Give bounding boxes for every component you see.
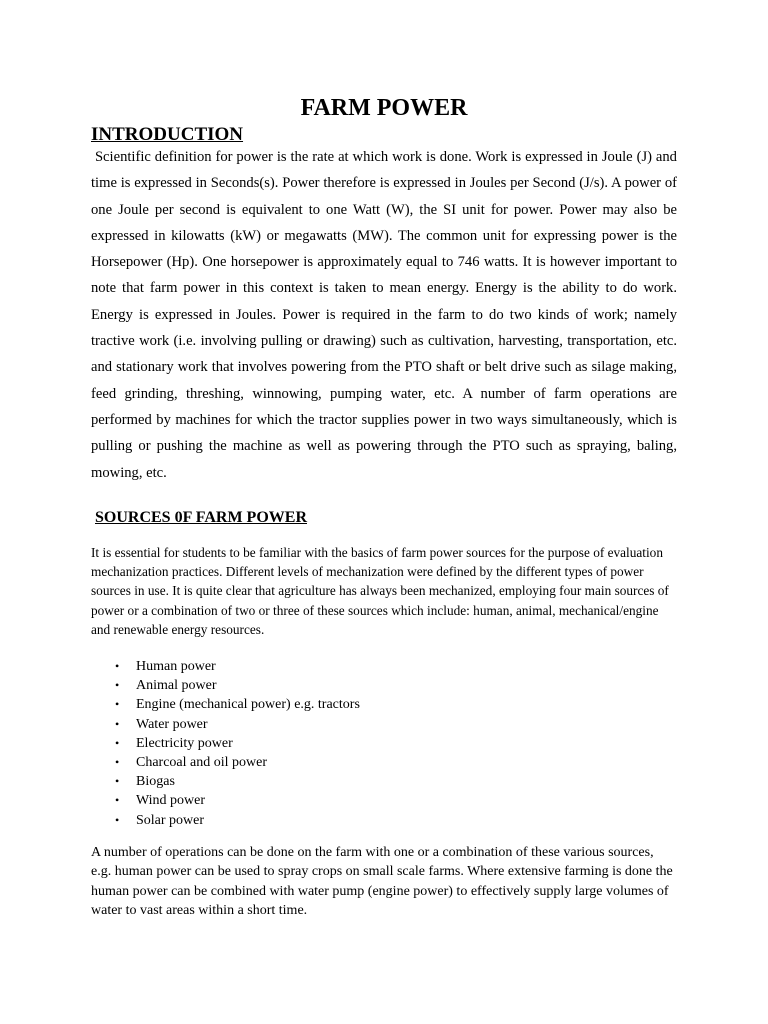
list-item-label: Human power (136, 659, 216, 674)
list-item (91, 791, 591, 810)
list-item (91, 676, 591, 695)
list-item-label: Electricity power (136, 735, 233, 751)
power-sources-list (91, 657, 591, 830)
list-item (91, 772, 591, 791)
list-item (91, 657, 591, 676)
list-item-label: Biogas (136, 774, 175, 790)
bullet-icon: • (115, 755, 120, 770)
list-item-label: Solar power (136, 812, 205, 828)
list-item (91, 753, 591, 772)
list-item-label: Water power (136, 716, 208, 732)
introduction-paragraph (91, 144, 677, 486)
page-title: FARM POWER (300, 95, 468, 121)
bullet-icon: • (115, 793, 120, 808)
introduction-text: Scientific definition for power is the rate at which work is done. Work is expressed in Joule (J) and time is expressed in Seconds(s). Power therefore is expressed in Joules per Second (J/s). A power of one Joule per second is equivalent to one Watt (W), the SI unit for power. Power may also be expressed in kilowatts (kW) or megawatts (MW). The common unit for expressing power is the Horsepower (Hp). One horsepower is approximately equal to 746 watts. It is however important to note that farm power in this context is taken to mean energy. Energy is the ability to do work. Energy is expressed in Joules. Power is required in the farm to do two kinds of work; namely tractive work (i.e. involving pulling or drawing) such as cultivation, harvesting, transportation, etc. and stationary work that involves powering from the PTO shaft or belt drive such as silage making, feed grinding, threshing, winnowing, pumping water, etc. A number of farm operations are performed by machines for which the tractor supplies power in two ways simultaneously, which is pulling or pushing the machine as well as powering through the PTO such as spraying, baling, mowing, etc. (91, 149, 677, 481)
list-item-label: Wind power (136, 793, 206, 809)
sources-paragraph: It is essential for students to be familiar with the basics of farm power sources for the purpose of evaluation mechanization practices. Different levels of mechanization were defined by the different types of power sources in use. It is quite clear that agriculture has always been mechanized, employing four main sources of power or a combination of two or three of these sources which include: human, animal, mechanical/engine and renewable energy resources. (91, 545, 669, 637)
bullet-icon: • (115, 678, 120, 693)
bullet-icon: • (115, 716, 120, 731)
list-item (91, 715, 591, 734)
list-item-label: Engine (mechanical power) e.g. tractors (136, 697, 360, 713)
list-item (91, 734, 591, 753)
list-item-label: Animal power (136, 678, 217, 694)
list-item (91, 695, 591, 714)
bullet-icon: • (115, 735, 120, 750)
bullet-icon: • (115, 697, 120, 712)
sources-heading: SOURCES 0F FARM POWER (95, 509, 307, 526)
bullet-icon: • (115, 812, 120, 827)
bullet-icon: • (115, 774, 120, 789)
introduction-heading: INTRODUCTION (91, 124, 244, 145)
list-item-label: Charcoal and oil power (136, 755, 268, 771)
bullet-icon: • (115, 659, 120, 673)
closing-paragraph: A number of operations can be done on the farm with one or a combination of these various sources, e.g. human power can be used to spray crops on small scale farms. Where extensive farming is done the human power can be combined with water pump (engine power) to effectively supply large volumes of water to vast areas within a short time. (91, 845, 673, 919)
list-item (91, 811, 591, 830)
